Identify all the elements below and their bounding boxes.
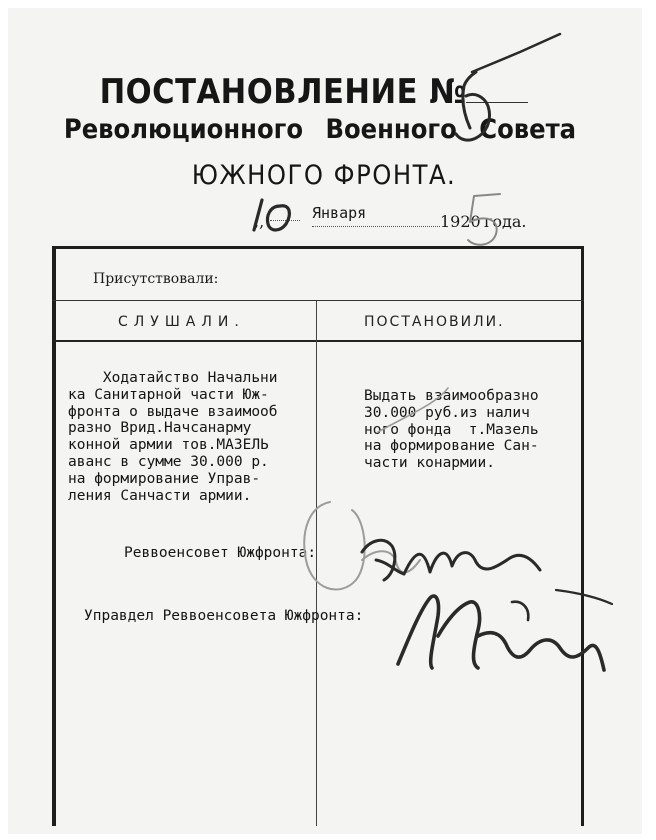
council-name: Революционного Военного Совета [63,114,577,145]
date-month: Января [312,204,367,222]
pencil-signature [304,502,420,590]
chief-clerk-signature-label: Управдел Реввоенсовета Южфронта: [84,608,364,624]
front-name: ЮЖНОГО ФРОНТА. [191,160,457,191]
council-signature-label: Реввоенсовет Южфронта: [124,545,317,561]
column-header-heard: СЛУШАЛИ. [118,314,245,330]
date-suffix: года. [484,212,527,231]
date-quote-mark: ,, [254,212,265,231]
title-prefix: ПОСТАНОВЛЕНИЕ № [99,72,467,112]
column-header-resolved: ПОСТАНОВИЛИ. [364,314,505,330]
heard-text: Ходатайство Начальни ка Санитарной части Юж- фронта о выдаче взаимооб разно Врид.Начсанарму конной армии тов.МАЗЕЛЬ аванс в сумме 30.000 р. на формирование Управ- ления Санчасти армии. [68,370,278,504]
handwritten-number [456,34,560,140]
resolved-text: Выдать взаимообразно 30.000 руб.из налич ного фонда т.Мазель на формирование Сан- части конармии. [364,388,539,472]
ink-signature-clerk [398,590,612,670]
handwritten-day [254,200,289,230]
ink-signature-council [362,540,540,580]
pencil-annotation [378,194,500,432]
date-year: 1920 [440,212,481,231]
present-label: Присутствовали: [93,271,219,287]
